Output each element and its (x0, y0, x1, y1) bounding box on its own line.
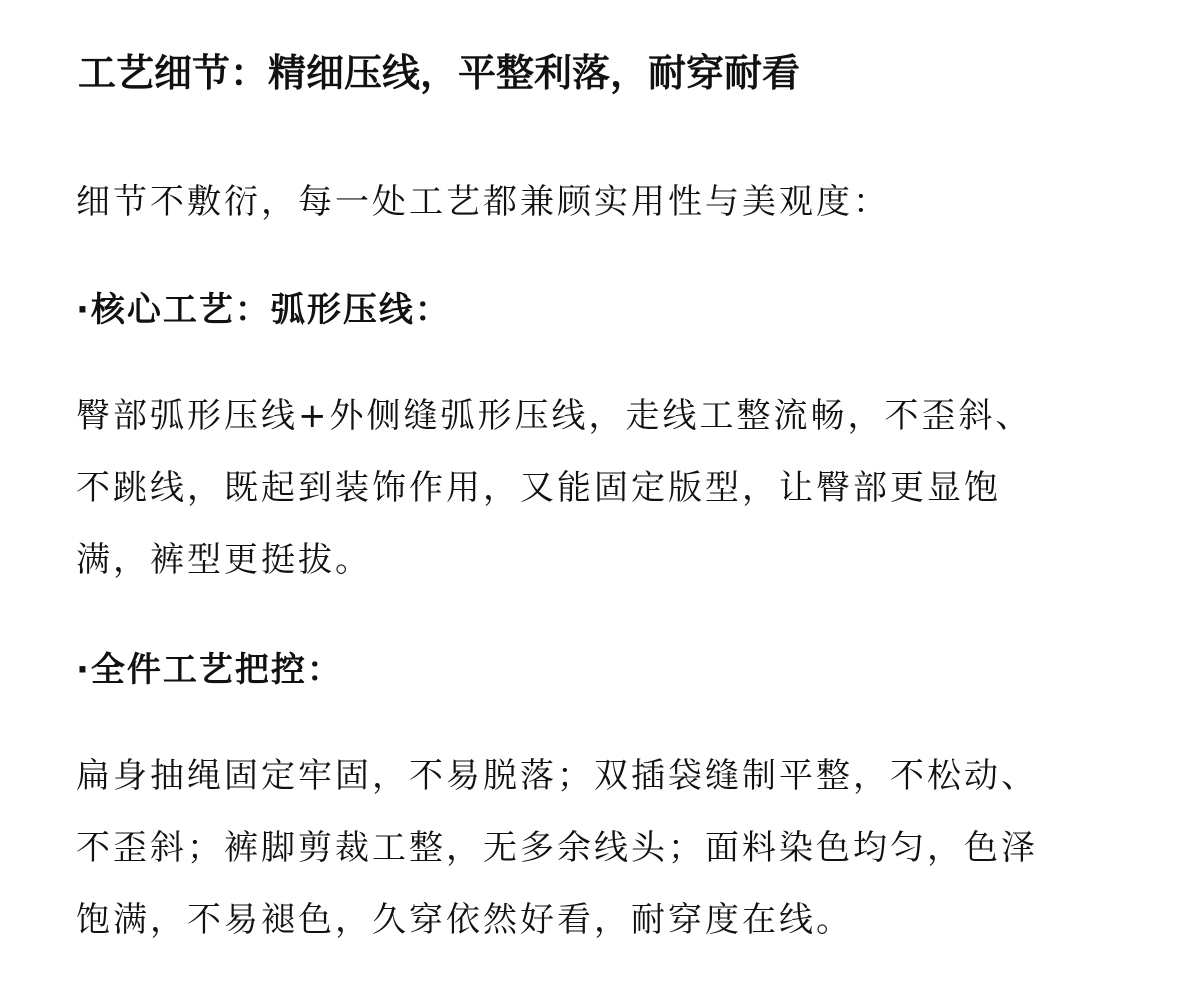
section-heading-full-craft: ·全件工艺把控： (76, 650, 343, 690)
section-heading-core-craft: ·核心工艺：弧形压线： (76, 290, 451, 330)
paragraph-line: 扁身抽绳固定牢固，不易脱落；双插袋缝制平整，不松动、 (76, 756, 1038, 796)
intro-text: 细节不敷衍，每一处工艺都兼顾实用性与美观度： (76, 182, 890, 222)
paragraph-line: 不歪斜；裤脚剪裁工整，无多余线头；面料染色均匀，色泽 (76, 828, 1038, 868)
page-title: 工艺细节：精细压线，平整利落，耐穿耐看 (78, 51, 801, 95)
section-body-core-craft (76, 380, 1156, 596)
paragraph-line: 饱满，不易褪色，久穿依然好看，耐穿度在线。 (76, 900, 853, 940)
paragraph-line: 满，裤型更挺拔。 (76, 540, 372, 580)
paragraph-line: 臀部弧形压线+外侧缝弧形压线，走线工整流畅，不歪斜、 (76, 396, 1033, 436)
paragraph-line: 不跳线，既起到装饰作用，又能固定版型，让臀部更显饱 (76, 468, 1001, 508)
section-body-full-craft (76, 740, 1156, 956)
